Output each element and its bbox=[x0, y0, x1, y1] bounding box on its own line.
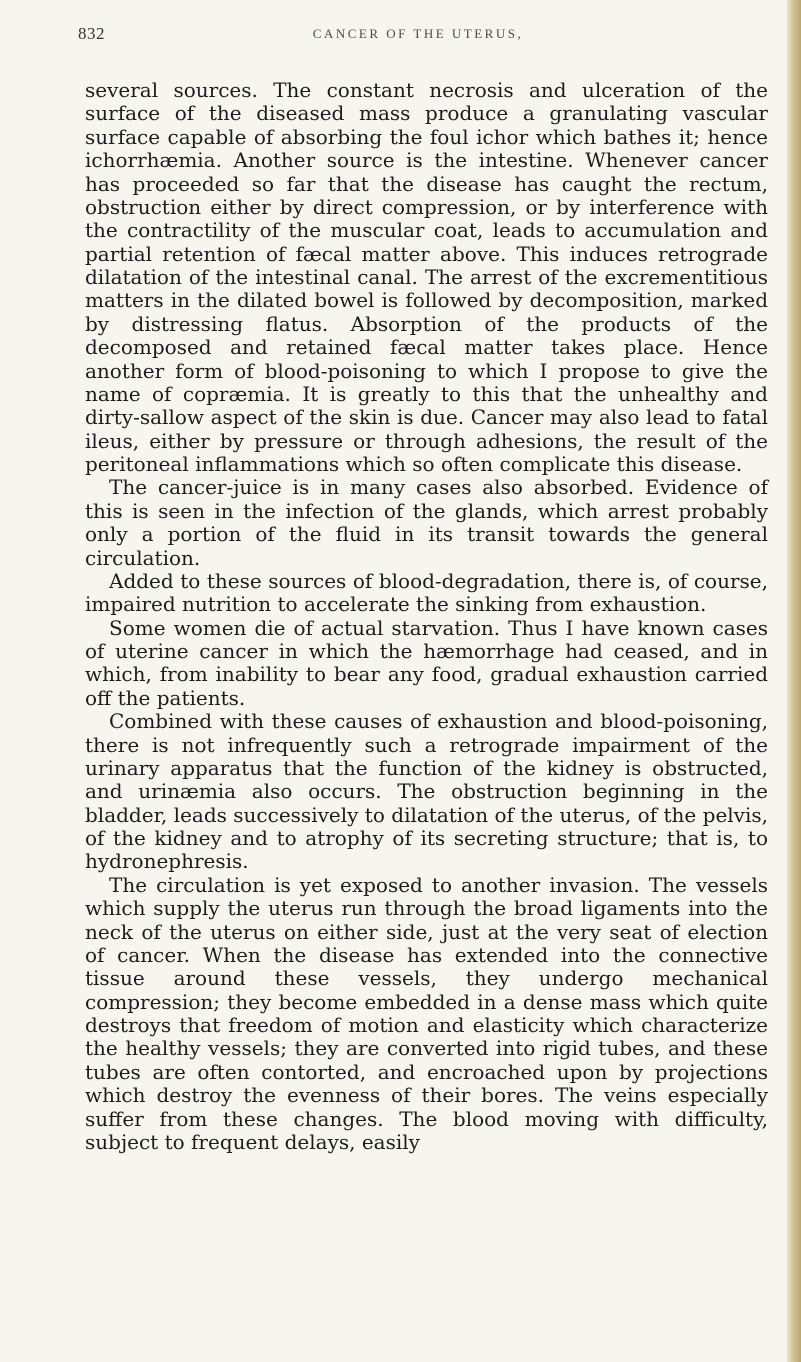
page-number: 832 bbox=[78, 24, 105, 43]
paragraph-urinary-obstruction: Combined with these causes of exhaustion and blood-poisoning, there is not infrequently such a retrograde impairment of the urinary apparatus that the function of the kidney is obstructed, and urinæmia also occurs. The obstruction beginning in the bladder, leads successively to dilatation of the uterus, of the pelvis, of the kidney and to atrophy of its secreting structure; that is, to hydronephresis. bbox=[85, 709, 768, 874]
page-header bbox=[78, 24, 758, 52]
paragraph-cancer-juice: The cancer-juice is in many cases also absorbed. Evidence of this is seen in the infection of the glands, which arrest probably only a portion of the fluid in its transit towards the general circulation. bbox=[85, 475, 768, 570]
body-text bbox=[85, 79, 768, 1154]
paragraph-circulation-invasion: The circulation is yet exposed to another invasion. The vessels which supply the uterus run through the broad ligaments into the neck of the uterus on either side, just at the very seat of election of cancer. When the disease has extended into the connective tissue around these vessels, they undergo mechanical compression; they become embedded in a dense mass which quite destroys that freedom of motion and elasticity which characterize the healthy vessels; they are converted into rigid tubes, and these tubes are often contorted, and encroached upon by projections which destroy the evenness of their bores. The veins especially suffer from these changes. The blood moving with difficulty, subject to frequent delays, easily bbox=[85, 872, 768, 1154]
page-spine-edge bbox=[787, 0, 801, 1362]
paragraph-starvation: Some women die of actual starvation. Thus I have known cases of uterine cancer in which the hæmorrhage had ceased, and in which, from inability to bear any food, gradual exhaustion carried off the patients. bbox=[85, 615, 768, 710]
paragraph-blood-poisoning-sources: several sources. The constant necrosis and ulceration of the surface of the diseased mass produce a granulating vascular surface capable of absorbing the foul ichor which bathes it; hence ichorrhæmia. Another source is the intestine. Whenever cancer has proceeded so far that the disease has caught the rectum, obstruction either by direct compression, or by interference with the contractility of the muscular coat, leads to accumulation and partial retention of fæcal matter above. This induces retrograde dilatation of the intestinal canal. The arrest of the excrementitious matters in the dilated bowel is followed by decomposition, marked by distressing flatus. Absorption of the products of the decomposed and retained fæcal matter takes place. Hence another form of blood-poisoning to which I propose to give the name of copræmia. It is greatly to this that the unhealthy and dirty-sallow aspect of the skin is due. Cancer may also lead to fatal ileus, either by pressure or through adhesions, the result of the peritoneal inflammations which so often complicate this disease. bbox=[85, 78, 768, 476]
running-head: CANCER OF THE UTERUS, bbox=[312, 26, 524, 41]
paragraph-impaired-nutrition: Added to these sources of blood-degradation, there is, of course, impaired nutrition to accelerate the sinking from exhaustion. bbox=[85, 568, 768, 617]
